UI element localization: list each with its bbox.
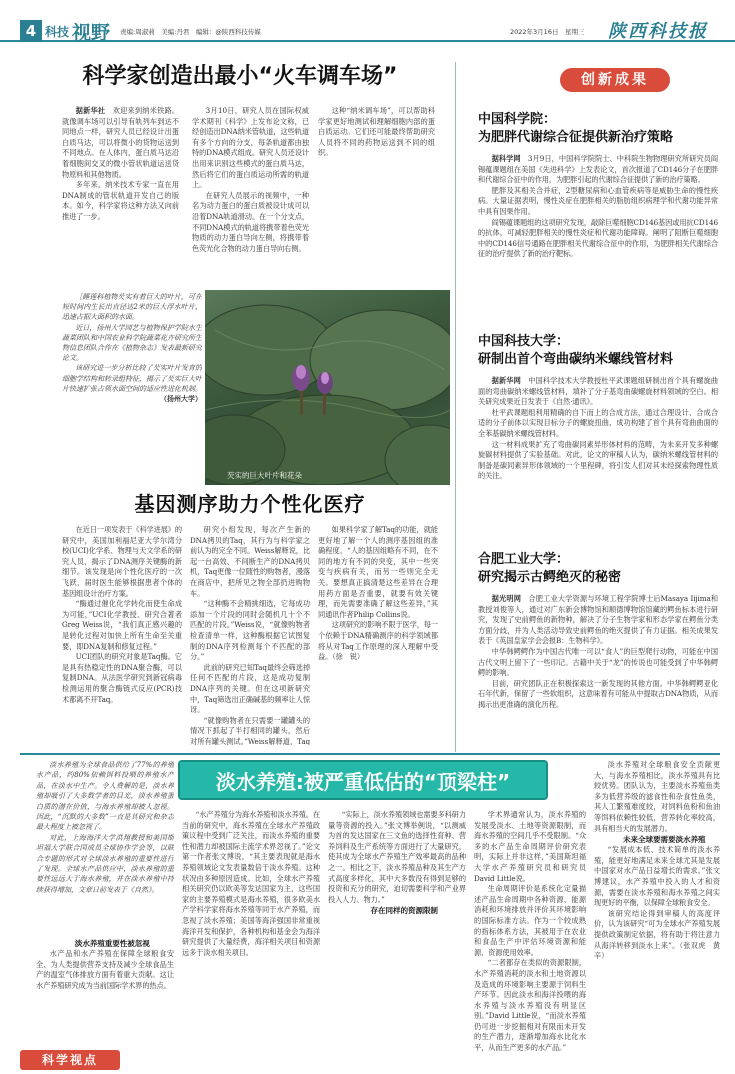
section-label-a: 科技	[45, 25, 70, 39]
photo-caption-1: ［睡莲科植物芡实有着巨大的叶片，可在短时间内生长出直径达2米的巨大浮水叶片，迅速占据大面积的水面。	[62, 293, 202, 322]
subhead-importance: 淡水养殖重要性被忽视	[74, 939, 150, 948]
subhead-limits: 存在同样的资源限制	[370, 906, 438, 916]
column-divider	[455, 62, 456, 752]
bottom-col1: 淡水养殖重要性被忽视 水产品和水产养殖在保障全球粮食安全、为人类提供营养支持及减少全球食品生产的温室气体排放方面有着重大贡献。这让水产养殖研究成为当前国际学术界的热点。	[36, 939, 174, 990]
subhead-future: 未来全球要需要淡水养殖	[623, 835, 706, 845]
article1-title: 科学家创造出最小“火车调车场”	[82, 64, 398, 89]
photo-caption-box	[62, 292, 202, 472]
right-s1-head2: 为肥胖代谢综合征提供新治疗策略	[478, 130, 674, 145]
bottom-intro-1: 淡水养殖为全球食品供给了77%的养殖水产品，约80%依赖饵料投喂的养殖水产品，在淡水中生产。令人费解的是，淡水养殖却吸引了大多数学者的目光，淡水养殖蛋白质的潜在价值，与海水养殖却被人忽视。因此，“沉默的大多数”一直是其研究和杂志最大程度上被忽视了。	[36, 761, 174, 832]
right-s2-head2: 研制出首个弯曲碳纳米螺线管材料	[478, 352, 674, 367]
right-s3-head2: 研究揭示古鳄绝灭的秘密	[478, 570, 622, 585]
article1-col2: 3月10日，研究人员在国际权威学术期刊《科学》上发布论文称，已经创造出DNA纳米管轨道，这些轨道有多个方向的分支，每条轨道都由独特的DNA模式组成。研究人员还设计出用来识别这些模式的蛋白质马达，然后将它们的蛋白质运动所需的轨道上。 在研究人员展示的视频中，一种名为动力蛋白的蛋白质被设计成可以沿着DNA轨道滑动。在一个分支点，不同DNA模式的轨道将携带着色荧光物质的动力蛋白导向左侧，将携带着色荧光化合物的动力蛋白导向右侧。	[192, 106, 309, 253]
bottom-col2: “水产养殖分为海水养殖和淡水养殖。在当前的研究中，海水养殖在全球水产养殖政策议程中受到广泛关注，而淡水养殖的重要性和潜力却被国际主流学术界忽视了。”论文第一作者张文博说，“其主要表现就是海水养殖领域论文发表量数倍于淡水养殖。这种状况由多种原因造成。比如，全球水产养殖相关研究仍以欧美等发达国家为主，这些国家的主要养殖模式是海水养殖，很多欧美水产学科学家将海水养殖等同于水产养殖，而忽视了淡水养殖；美国等海洋强国非常重视海洋开发和保护，各种机构和基金会为海洋研究提供了大量经费，海洋相关项目和资源远多于淡水相关项目。	[182, 810, 320, 957]
bottom-intro	[36, 760, 174, 935]
photo-source: （扬州大学）	[160, 394, 202, 404]
right-s3-head1: 合肥工业大学：	[478, 552, 570, 567]
right-s2-body: 据新华网 中国科学技术大学教授杜平武课题组研制出首个具有螺旋曲面的弯曲碳纳米螺线管材料，填补了分子基弯曲碳螺旋材料领域的空白。相关研究成果近日发表于《自然·通讯》。 杜平武课题组利用精确的自下而上的合成方法，通过合理设计、合成合适的分子前体以实现目标分子的螺旋扭曲，成功构建了首个具有弯曲曲面的全苯基碳纳米螺线管材料。 这一材料成果扩充了弯曲碳同素异形体材料的范畴，为未来开发多种螺旋碳材料提供了实验基础。对此，论文的审稿人认为，碳纳米螺线管材料的制备是碳同素异形体领域的一个里程碑，将引发人们对其未经探索物理性质的关注。	[478, 376, 718, 481]
header-bar	[0, 20, 735, 42]
article1-col3: 这种“纳米调车场”，可以帮助科学家更好地测试和理解细胞内部的蛋白质运动。它们还可能最终帮助研究人员将不同的药物运送到不同的组织。	[318, 106, 435, 158]
article1-col1: 据新华社 欢迎来到纳米铁路。就像调车场可以引导有轨列车到达不同地点一样，研究人员已经设计出蛋白质马达，可以将微小的货物运送到不同地点。在人体内，蛋白质马达沿着细胞间交叉的微小管状轨道运送货物原料和其他物质。 多年来，纳米技术专家一直在用DNA制成的管状轨道开发自己的版本。如今，科学家将这种方法又向前推进了一步。	[62, 106, 179, 221]
page-number: 4	[20, 20, 42, 42]
editor-credits: 责编:周淑莉 美编:丹君 编辑：@陕西科技传媒	[120, 28, 261, 36]
issue-date: 2022年3月16日 星期三	[510, 28, 585, 36]
article2-col3: 如果科学家了解Taq的功能，就能更好地了解一个人的测序基因组的准确程度。“人的基因组略有不同，在不同的地方有不同的突变，其中一些突变与疾病有关，而另一些则完全无关。要想真正搞清楚这些差异在合理用药方面是否重要，就要有效关键理，而先需要准确了解这些差异，”其同通讯作者Philip Collins说。 这项研究的影响不限于医学，每一个依赖于DNA精确测序的科学领域都将从对Taq工作原理的深入理解中受益。（徐 锐）	[318, 525, 438, 662]
right-s1-body: 据科学网 3月9日，中国科学院院士、中科院生物物理研究所研究员阎锡蕴课题组在美国《先进科学》上发表论文，首次报道了CD146分子在肥胖和代谢综合征中的作用，为肥胖引起的代谢综合征提供了新的治疗策略。 肥胖及其相关合并症，2型糖尿病和心血管疾病等是威胁生命的慢性疾病。大量证据表明，慢性炎症在肥胖相关的脂肪组织病理学和代谢功能异常中具有因果作用。 阎锡蕴课题组的这项研究发现，敲除巨噬细胞CD146基因或用抗CD146的抗体，可减轻肥胖相关的慢性炎症和代谢功能障碍。阐明了阻断巨噬细胞中的CD146信号通路在肥胖相关代谢综合征中的作用，为肥胖相关代谢综合征的治疗提供了新的治疗靶标。	[478, 154, 718, 259]
section-label-b: 视野	[72, 22, 111, 44]
bottom-intro-2: 对此，上海海洋大学洪翔教授和美国斯坦福大学联合国成员全球协作学会等，以联合专题的形式对全球淡水养殖的重要性进行了发现。全球水产品供应中，淡水养殖的重要性远远大于海水养殖，并在淡水养殖中持续获得增加，文章日前发表于《自然》。	[36, 833, 174, 894]
photo-caption-3: 该研究进一步分析比较了芡实叶片发育的细胞学结构和转录组特征，揭示了芡实巨大叶片快速扩张占领水面空间的适应性进化机制。	[62, 364, 202, 393]
aquaculture-title: 淡水养殖:被严重低估的“顶梁柱”	[215, 770, 511, 794]
bottom-col5: 淡水养殖对全球粮食安全贡献更大，与海水养殖相比，淡水养殖具有比较优势。团队认为，主要淡水养殖鱼类多为低营养级的滤食性和杂食性鱼类，其人工繁殖难度较，对饲料鱼粉和鱼油等饵料依赖性较低，营养转化率较高，具有相当大的发展潜力。 未来全球要需要淡水养殖 “发展成本低、技术简单的淡水养殖，能更好地满足未来全球尤其是发展中国家对水产品日益增长的需求。”张文博建议，水产养殖中投入的人才和资源，需要在淡水养殖和海水养殖之间实现更好的平衡，以保障全球粮食安全。 该研究结论得到审稿人的高度评价，认为该研究“可为全球水产养殖发展提供政策制定依据，将有助于将注意力从海洋转移到淡水上来”。（张双虎 黄 辛）	[594, 760, 720, 961]
right-s2-head1: 中国科技大学：	[478, 334, 570, 349]
photo-illustration	[205, 290, 450, 485]
science-view-banner	[20, 1050, 120, 1070]
right-s3-body: 据光明网 合肥工业大学资源与环境工程学院博士后Masaya Iijima和教授刘俊等人，通过对广东新会博物馆和顺德博物馆馆藏的鳄鱼标本进行研究，发现了史前鳄鱼的新物种，解决了分子生物学家和形态学家在鳄鱼分类方面分歧，并为人类活动导致史前鳄鱼的绝灭提供了有力证据。相关成果发表于《英国皇家学会会报B：生物科学》。 中华韩鳄鳄作为中国古代唯一可以“食人”的巨型爬行动物，可能在中国古代文明上留下了一些印记。古籍中关于“龙”的传说也可能受到了中华韩鳄鳄的影响。 目前，研究团队正在积极探索这一新发现的其他方面。中华韩鳄鳄亚化石年代新，保留了一些软组织，这意味着有可能从中提取古DNA物质，从而揭示出更准确的演化历程。	[478, 594, 718, 709]
photo-caption-2: 近日，扬州大学园艺与植物保护学院水生蔬菜团队和中国农业科学院蔬菜花卉研究所生物信息团队合作在《植物杂志》发表最新研究论文。	[62, 323, 202, 363]
innovation-badge-label: 创新成果	[581, 72, 649, 88]
aquaculture-title-banner	[178, 760, 548, 800]
bottom-col4: 学术界通常认为，淡水养殖的发展受淡水、土地等资源限制，而海水养殖的空间几乎不受限制。“众多的水产品生命周期评价研究表明，实际上并非这样，”美国斯坦福大学水产养殖研究员和研究员David Little说。 生命周期评价是系统化定量描述产品生命周期中各种资源、能源消耗和环境排放并评价其环境影响的国际标准方法。作为一个较成熟的指标体系方法，其被用于在农业和食品生产中评估环境资源和能源、资源使用效率。 “二者都存在类似的资源限制，水产养殖消耗的淡水和土地资源以及造成的环境影响主要源于饲料生产环节。因此淡水和海洋投喂的海水养殖与淡水养殖没有明显区别。”David Little说，“而淡水养殖仍可进一步挖掘相对有限而未开发的生产潜力，逐渐增加海水比化水平，从而生产更多的水产品。”	[474, 810, 586, 1053]
right-s1-head1: 中国科学院：	[478, 112, 557, 127]
lotus-leaf-photo	[205, 290, 450, 485]
photo-label: 芡实的巨大叶片和花朵	[227, 471, 302, 480]
science-view-label: 科学视点	[41, 1053, 98, 1067]
innovation-badge	[560, 68, 670, 92]
newspaper-name: 陕西科技报	[608, 21, 708, 42]
article2-col2: 研究小组发现，每次产生新的DNA拷贝的Taq，其行为与科学家之前认为的完全不同。Weiss解释说，比起一台高效、不间断生产的DNA拷贝机，Taq更像一位随性的购物者，漫落在商店中，把所见之物全部扔进购物车。 “这种酶不会精挑细选，它每成功添加一个片段的同时会随机几十个不匹配的片段。”Weiss说，“就像购物者检查清单一样，这种酶根据它试图复制的DNA序列检测每个不匹配的部分。” 此前的研究已知Taq最终会筛选掉任何不匹配的片段，这是成功复制DNA序列的关键。但在这项新研究中，Taq筛选出正确碱基的频率让人惊讶。 “就像购物者在只需要一罐罐头的情况下抓起了半打相同的罐头，然后对所有罐头测试。”Weiss解释道，Taq	[190, 525, 310, 745]
article2-title: 基因测序助力个性化医疗	[134, 492, 366, 516]
bottom-col3: “实际上，淡水养殖领域也需要多科研力量等资源的投入。”张文博举例说，“以测威为首的发达国家在三文鱼的选择性育种、营养饲料及生产系统等方面进行了大量研究，使其成为全球水产养殖生产效率最高的品种之一。相比之下，淡水养殖品种及其生产方式高度多样化，其中大多数没有得到足够的投资和充分的研究，迫切需要科学和产业界投入人力、物力。” 存在同样的资源限制	[328, 810, 466, 916]
bottom-rule	[20, 753, 720, 755]
article2-col1: 在近日一项发表于《科学进展》的研究中，美国加利福尼亚大学尔湾分校(UCI)化学系、物理与天文学系的研究人员，揭示了DNA测序关键酶的新细节。该发现是向个性化医疗的一次飞跃，届时医生能够根据患者个体的基因组设计治疗方案。 “酶通过催化化学转化而使生命成为可能，”UCI化学教授、研究合著者Greg Weiss说，“我们真正感兴趣的是转化过程对加快上所有生命至关重要，即DNA复制和修复过程。” UCI团队的研究对象是Taq酶。它是具有热稳定性的DNA聚合酶，可以复制DNA。从法医学研究到新冠病毒检测运用的聚合酶链式反应(PCR)技术都离不开Taq。	[62, 525, 182, 704]
